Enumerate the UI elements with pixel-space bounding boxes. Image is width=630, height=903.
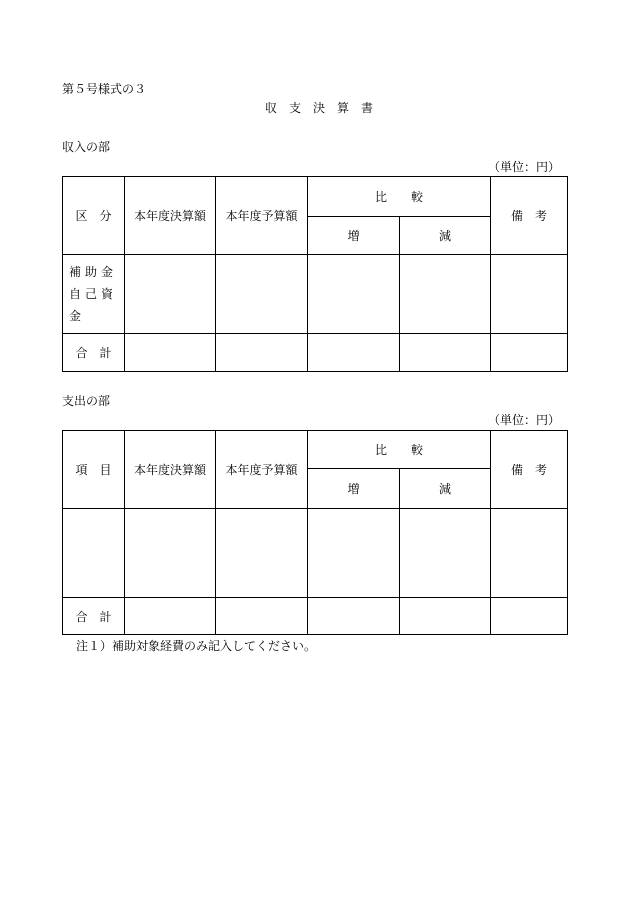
income-header-remarks: 備 考 (491, 177, 568, 255)
footnote: 注１）補助対象経費のみ記入してください。 (76, 639, 317, 653)
income-table (62, 176, 568, 372)
income-total-budget-cell[interactable] (216, 334, 308, 372)
expense-total-decrease-cell[interactable] (400, 598, 491, 635)
income-increase-cell[interactable] (308, 255, 400, 334)
income-header-increase: 増 (308, 217, 400, 255)
income-row-own-funds: 自己資金 (69, 287, 118, 323)
income-header-decrease: 減 (400, 217, 491, 255)
expense-table (62, 430, 568, 635)
income-row-subsidy: 補助金 (69, 265, 118, 279)
expense-header-increase: 増 (308, 469, 400, 509)
expense-total-actual-cell[interactable] (125, 598, 216, 635)
expense-remarks-cell[interactable] (491, 509, 568, 598)
income-unit-label: （単位：円） (487, 160, 560, 174)
expense-actual-cell[interactable] (125, 509, 216, 598)
income-header-category: 区 分 (63, 177, 125, 255)
expense-header-decrease: 減 (400, 469, 491, 509)
expense-total-budget-cell[interactable] (216, 598, 308, 635)
income-total-label: 合 計 (63, 334, 125, 372)
expense-section-label: 支出の部 (62, 394, 111, 408)
income-header-actual: 本年度決算額 (125, 177, 216, 255)
expense-header-remarks: 備 考 (491, 431, 568, 509)
income-header-budget: 本年度予算額 (216, 177, 308, 255)
expense-unit-label: （単位：円） (487, 413, 560, 427)
income-remarks-cell[interactable] (491, 255, 568, 334)
income-actual-cell[interactable] (125, 255, 216, 334)
expense-item-cell[interactable] (63, 509, 125, 598)
document-title: 収 支 決 算 書 (264, 101, 373, 115)
expense-header-comparison: 比 較 (308, 431, 491, 469)
expense-decrease-cell[interactable] (400, 509, 491, 598)
expense-total-remarks-cell[interactable] (491, 598, 568, 635)
expense-total-increase-cell[interactable] (308, 598, 400, 635)
income-category-cell (63, 255, 125, 334)
expense-increase-cell[interactable] (308, 509, 400, 598)
income-budget-cell[interactable] (216, 255, 308, 334)
income-decrease-cell[interactable] (400, 255, 491, 334)
expense-header-category: 項 目 (63, 431, 125, 509)
expense-header-budget: 本年度予算額 (216, 431, 308, 509)
income-total-decrease-cell[interactable] (400, 334, 491, 372)
expense-budget-cell[interactable] (216, 509, 308, 598)
income-total-increase-cell[interactable] (308, 334, 400, 372)
income-total-remarks-cell[interactable] (491, 334, 568, 372)
expense-header-actual: 本年度決算額 (125, 431, 216, 509)
form-number: 第５号様式の３ (62, 82, 147, 96)
income-header-comparison: 比 較 (308, 177, 491, 217)
income-section-label: 収入の部 (62, 140, 111, 154)
income-total-actual-cell[interactable] (125, 334, 216, 372)
expense-total-label: 合 計 (63, 598, 125, 635)
